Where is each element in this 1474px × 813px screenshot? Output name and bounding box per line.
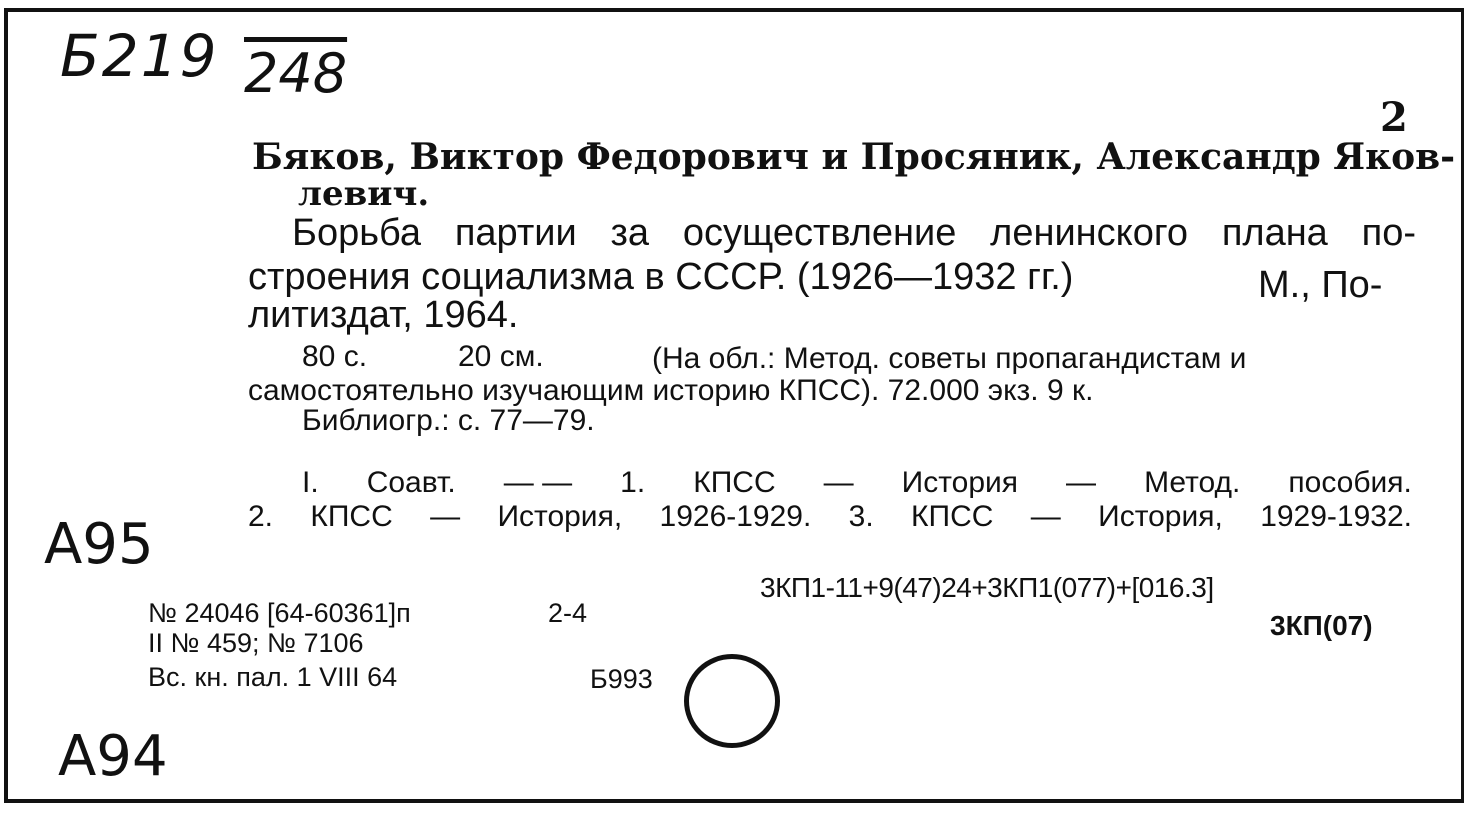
registry-line3: Вс. кн. пал. 1 VIII 64 (148, 662, 398, 692)
physical-pages: 80 с. (302, 340, 368, 373)
bibliography-note: Библиогр.: с. 77—79. (302, 404, 595, 437)
title-line1: Борьба партии за осуществление ленинского плана по- (292, 212, 1416, 254)
handwritten-number: 248 (244, 42, 348, 105)
imprint-tail: М., По- (1258, 264, 1383, 306)
registry-number: № 24046 [64-60361]п (148, 598, 411, 628)
punch-hole-circle (684, 654, 780, 748)
author-heading-line1: Бяков, Виктор Федорович и Просяник, Александр Яков- (252, 136, 1456, 178)
registry-number-tail: 2-4 (548, 598, 588, 628)
registry-code: Б993 (590, 664, 653, 694)
title-line2: строения социализма в СССР. (1926—1932 гг.) (248, 256, 1074, 298)
classification-index-short: 3КП(07) (1270, 610, 1373, 641)
card-number: 2 (1380, 94, 1408, 141)
tracing-coauthor: Соавт. (366, 466, 456, 499)
tracing-dashes: — — (503, 466, 573, 499)
tracing-1: 1. (620, 466, 646, 499)
catalog-card (4, 8, 1464, 803)
tracing-i: I. (302, 466, 319, 499)
handwritten-side-mark-2: А94 (58, 724, 168, 789)
tracing-manuals: пособия. (1288, 466, 1412, 499)
tracing-method: Метод. (1144, 466, 1241, 499)
tracing-line2: 2. КПСС — История, 1926-1929. 3. КПСС — История, 1929-1932. (248, 500, 1412, 533)
physical-note-start: (На обл.: Метод. советы пропагандистам и (652, 342, 1247, 375)
physical-size: 20 см. (458, 340, 544, 373)
handwritten-side-mark-1: А95 (44, 512, 154, 577)
registry-line2: II № 459; № 7106 (148, 628, 364, 658)
tracing-dash-b: — (1066, 466, 1097, 499)
author-heading-line2: левич. (298, 174, 430, 214)
physical-note-end: самостоятельно изучающим историю КПСС). 72.000 экз. 9 к. (248, 374, 1094, 407)
tracing-line1 (302, 466, 1412, 500)
tracing-dash-a: — (823, 466, 854, 499)
classification-index: 3КП1-11+9(47)24+3КП1(077)+[016.3] (760, 572, 1214, 603)
handwritten-code: Б219 (60, 22, 219, 90)
tracing-kpss: КПСС (693, 466, 776, 499)
title-line3: литиздат, 1964. (248, 294, 519, 336)
tracing-history: История (901, 466, 1019, 499)
